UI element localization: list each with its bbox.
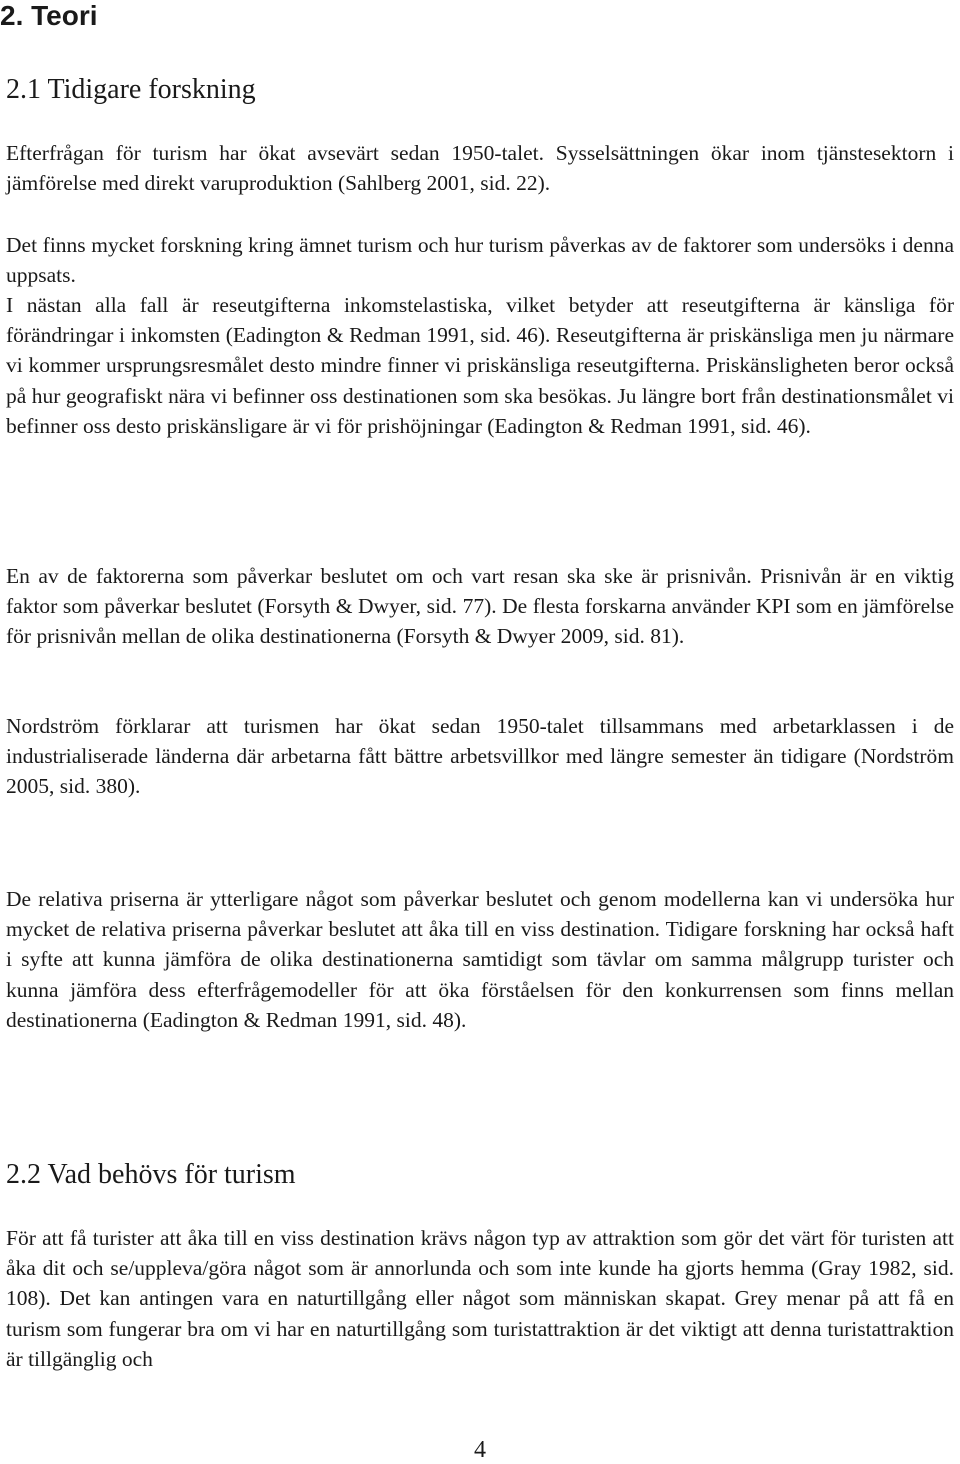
chapter-title: 2. Teori — [0, 0, 98, 31]
paragraph-relative-prices: De relativa priserna är ytterligare något som påverkar beslutet och genom modellerna kan vi undersöka hur mycket de relativa priserna påverkar beslutet att åka till en viss destination. Tidigare forskning har också haft i syfte att kunna jämföra de olika destinationerna samtidigt som tävlar om samma målgrupp turister och kunna jämföra dess efterfrågemodeller för att öka förståelsen för den konkurrensen som finns mellan destinationerna (Eadington & Redman 1991, sid. 48). — [6, 887, 954, 1032]
paragraph-nordstrom: Nordström förklarar att turismen har ökat sedan 1950-talet tillsammans med arbetarklassen i de industrialiserade länderna där arbetarna fått bättre arbetsvillkor med längre semester än tidigare (Nordström 2005, sid. 380). — [6, 714, 954, 799]
section-heading-2-2: 2.2 Vad behövs för turism — [6, 1159, 296, 1190]
paragraph-income-elasticity: I nästan alla fall är reseutgifterna inkomstelastiska, vilket betyder att reseutgifterna är känsliga för förändringar i inkomsten (Eadington & Redman 1991, sid. 46). Reseutgifterna är priskänsliga men ju närmare vi kommer ursprungsresmålet desto mindre finner vi priskänsliga reseutgifterna. Priskänsligheten beror också på hur geografiskt nära vi befinner oss destinationen som ska besökas. Ju längre bort från destinationsmålet vi befinner oss desto priskänsligare är vi för prishöjningar (Eadington & Redman 1991, sid. 46). — [6, 293, 954, 438]
page-number: 4 — [474, 1437, 486, 1463]
paragraph-price-level: En av de faktorerna som påverkar beslutet om och vart resan ska ske är prisnivån. Prisnivån är en viktig faktor som påverkar beslutet (Forsyth & Dwyer, sid. 77). De flesta forskarna använder KPI som en jämförelse för prisnivån mellan de olika destinationerna (Forsyth & Dwyer 2009, sid. 81). — [6, 564, 954, 649]
paragraph-attractions: För att få turister att åka till en viss destination krävs någon typ av attraktion som gör det värt för turisten att åka dit och se/uppleva/göra något som är annorlunda och som inte kunde ha gjorts hemma (Gray 1982, sid. 108). Det kan antingen vara en naturtillgång eller något som människan skapat. Grey menar på att få en turism som fungerar bra om vi har en naturtillgång som turistattraktion är det viktigt att denna turistattraktion är tillgänglig och — [6, 1226, 954, 1371]
section-heading-2-1: 2.1 Tidigare forskning — [6, 74, 256, 105]
paragraph-research-overview: Det finns mycket forskning kring ämnet turism och hur turism påverkas av de faktorer som undersöks i denna uppsats. — [6, 233, 954, 288]
paragraph-demand-growth: Efterfrågan för turism har ökat avsevärt sedan 1950-talet. Sysselsättningen ökar inom tjänstesektorn i jämförelse med direkt varuproduktion (Sahlberg 2001, sid. 22). — [6, 141, 954, 196]
